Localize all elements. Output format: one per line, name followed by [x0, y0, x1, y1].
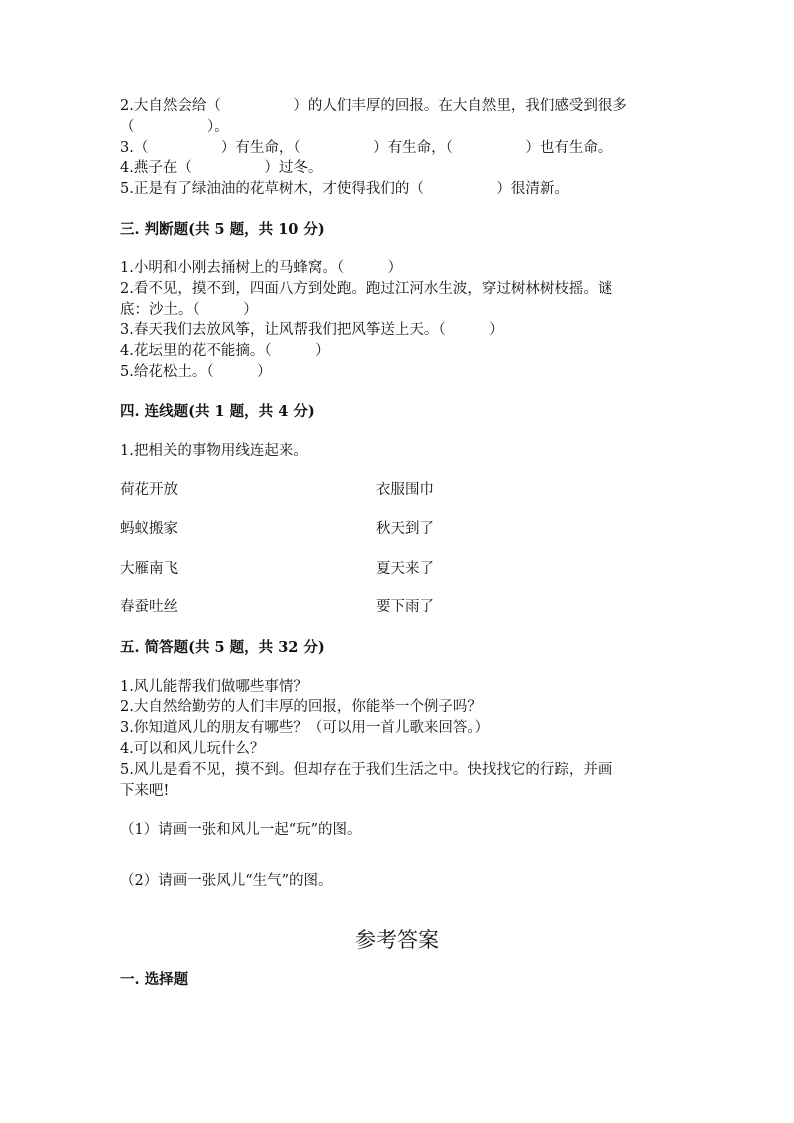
- short-answer-sub1: （1）请画一张和风儿一起“玩”的图。: [120, 822, 362, 838]
- matching-left-item: 大雁南飞: [120, 561, 178, 577]
- answers-title: 参考答案: [355, 928, 439, 952]
- judge-heading: 三. 判断题(共 5 题，共 10 分): [120, 221, 325, 238]
- matching-right-item: 夏天来了: [376, 561, 434, 577]
- short-answer-q3: 3.你知道风儿的朋友有哪些？（可以用一首儿歌来回答。）: [120, 720, 490, 736]
- short-answer-q5-line2: 下来吧!: [120, 783, 170, 799]
- judge-q4: 4.花坛里的花不能摘。（ ）: [120, 343, 330, 359]
- matching-left-item: 蚂蚁搬家: [120, 521, 178, 537]
- short-answer-q5-line1: 5.风儿是看不见，摸不到。但却存在于我们生活之中。快找找它的行踪，并画: [120, 762, 613, 778]
- judge-q3: 3.春天我们去放风筝，让风帮我们把风筝送上天。（ ）: [120, 322, 504, 338]
- short-answer-sub2: （2）请画一张风儿“生气”的图。: [120, 873, 333, 889]
- fill-blank-q5: 5.正是有了绿油油的花草树木，才使得我们的（ ）很清新。: [120, 181, 569, 197]
- matching-right-item: 衣服围巾: [376, 482, 434, 498]
- fill-blank-q2-line2: （ ）。: [120, 119, 229, 135]
- matching-left-item: 荷花开放: [120, 482, 178, 498]
- matching-heading: 四. 连线题(共 1 题，共 4 分): [120, 403, 315, 420]
- matching-right-item: 要下雨了: [376, 599, 434, 615]
- fill-blank-q4: 4.燕子在（ ）过冬。: [120, 160, 323, 176]
- matching-right-item: 秋天到了: [376, 521, 434, 537]
- matching-left-item: 春蚕吐丝: [120, 599, 178, 615]
- answers-section1-heading: 一. 选择题: [120, 971, 189, 988]
- short-answer-q4: 4.可以和风儿玩什么？: [120, 741, 265, 757]
- judge-q2-line2: 底：沙土。（ ）: [120, 302, 258, 318]
- matching-instruction: 1.把相关的事物用线连起来。: [120, 443, 308, 459]
- judge-q1: 1.小明和小刚去捅树上的马蜂窝。（ ）: [120, 260, 403, 276]
- fill-blank-q3: 3.（ ）有生命，（ ）有生命，（ ）也有生命。: [120, 140, 613, 156]
- short-answer-q1: 1.风儿能帮我们做哪些事情？: [120, 679, 308, 695]
- judge-q2-line1: 2.看不见，摸不到，四面八方到处跑。跑过江河水生波，穿过树林树枝摇。谜: [120, 281, 613, 297]
- fill-blank-q2-line1: 2.大自然会给（ ）的人们丰厚的回报。在大自然里，我们感受到很多: [120, 98, 627, 114]
- judge-q5: 5.给花松土。（ ）: [120, 364, 272, 380]
- short-answer-q2: 2.大自然给勤劳的人们丰厚的回报，你能举一个例子吗？: [120, 699, 482, 715]
- short-answer-heading: 五. 简答题(共 5 题，共 32 分): [120, 639, 325, 656]
